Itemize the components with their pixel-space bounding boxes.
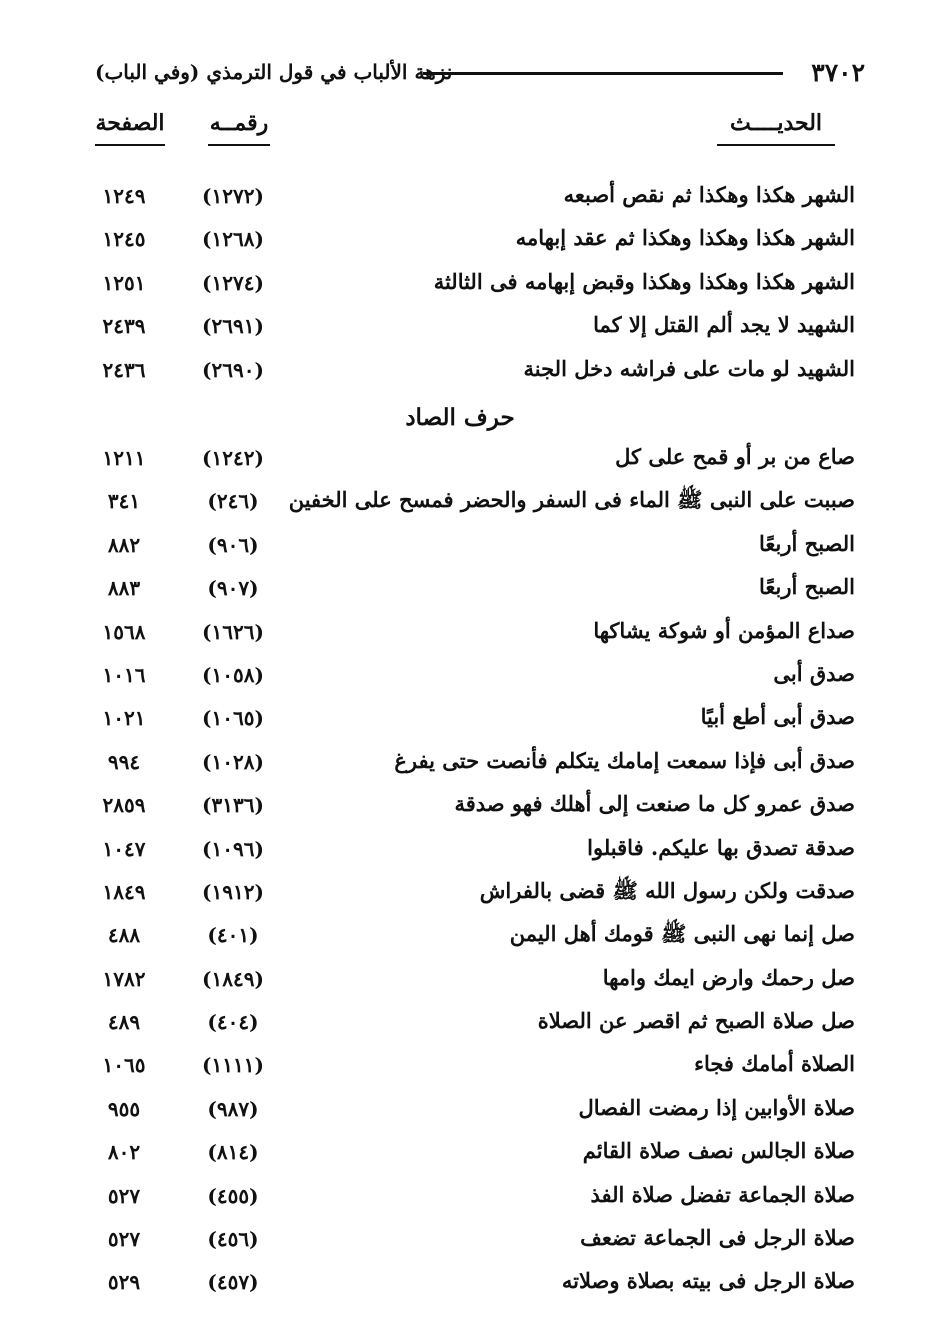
hadith-text: صدق عمرو كل ما صنعت إلى أهلك فهو صدقة (454, 791, 855, 817)
hadith-number: (١٢٦٨) (202, 227, 264, 252)
hadith-text: صلاة الرجل فى الجماعة تضعف (580, 1225, 855, 1251)
hadith-text: صلاة الأوابين إذا رمضت الفصال (578, 1094, 855, 1120)
column-header-underline (717, 144, 835, 146)
index-entry (0, 178, 947, 221)
index-entry (0, 961, 947, 1004)
page-reference: ١٠١٦ (102, 662, 146, 687)
page-reference: ٨٨٣ (107, 576, 141, 601)
page-reference: ١٨٤٩ (102, 879, 146, 904)
hadith-number: (٣١٣٦) (202, 793, 264, 818)
hadith-number: (١٢٧٢) (202, 184, 264, 208)
hadith-number: (١٠٢٨) (202, 749, 264, 774)
hadith-text: صاع من بر أو قمح على كل (615, 444, 855, 469)
column-header-page-label: الصفحة (95, 110, 165, 136)
page-reference: ١٠٢١ (102, 706, 146, 731)
running-head (95, 58, 865, 92)
page-reference: ٤٨٩ (107, 1010, 141, 1035)
page-reference: ٩٩٤ (107, 749, 141, 774)
page-reference: ١٠٤٧ (102, 836, 146, 861)
hadith-number: (٩٠٧) (207, 576, 259, 601)
hadith-text: الصلاة أمامك فجاء (694, 1051, 855, 1077)
hadith-number: (٩٨٧) (207, 1096, 259, 1121)
page-reference: ٢٨٥٩ (102, 793, 146, 818)
index-entry (0, 700, 947, 743)
hadith-number: (٨١٤) (207, 1140, 259, 1165)
hadith-text: صل إنما نهى النبى ﷺ قومك أهل اليمن (509, 921, 855, 947)
hadith-number: (٤٥٥) (207, 1183, 259, 1208)
hadith-text: صلاة الرجل فى بيته بصلاة وصلاته (561, 1268, 855, 1294)
hadith-text: صداع المؤمن أو شوكة يشاكها (593, 617, 855, 643)
hadith-number: (١٠٦٥) (202, 706, 264, 731)
hadith-text: الشهيد لا يجد ألم القتل إلا كما (593, 312, 855, 338)
hadith-text: صلاة الجماعة تفضل صلاة الفذ (590, 1181, 855, 1207)
index-entry (0, 1004, 947, 1047)
page-reference: ١٢٤٥ (102, 227, 146, 252)
column-header-page (95, 110, 165, 136)
index-entry (0, 352, 947, 395)
column-header-number (208, 110, 270, 136)
page-reference: ٨٨٢ (107, 532, 141, 557)
page-reference: ١٢١١ (102, 446, 146, 470)
index-entry (0, 265, 947, 308)
page-reference: ١٢٤٩ (102, 184, 146, 208)
index-entry (0, 221, 947, 264)
page-number: ٣٧٠٢ (811, 58, 865, 87)
header-rule (423, 72, 783, 75)
hadith-text: الشهر هكذا وهكذا ثم نقص أصبعه (563, 182, 855, 207)
hadith-number: (٤٥٦) (207, 1227, 259, 1252)
hadith-number: (٤٥٧) (207, 1270, 259, 1295)
hadith-number: (١١١١) (202, 1053, 264, 1078)
page-reference: ٩٥٥ (107, 1096, 141, 1121)
hadith-number: (٢٦٩١) (202, 314, 264, 339)
page-reference: ٢٤٣٩ (102, 314, 146, 339)
page-reference: ٣٤١ (107, 489, 141, 514)
page-reference: ٨٠٢ (107, 1140, 141, 1165)
hadith-text: صببت على النبى ﷺ الماء فى السفر والحضر فمسح على الخفين (288, 487, 855, 513)
column-header-number-label: رقمــه (209, 110, 269, 136)
page-reference: ٢٤٣٦ (102, 357, 146, 382)
hadith-text: صدقت ولكن رسول الله ﷺ قضى بالفراش (479, 877, 855, 903)
hadith-text: الشهر هكذا وهكذا وهكذا ثم عقد إبهامه (515, 225, 855, 251)
hadith-number: (١٢٤٢) (202, 446, 264, 470)
hadith-number: (١٦٢٦) (202, 619, 264, 644)
column-header-hadith (717, 110, 835, 136)
hadith-number: (١٨٤٩) (202, 966, 264, 991)
index-entry (0, 831, 947, 874)
hadith-number: (٤٠١) (207, 923, 259, 948)
column-header-underline (208, 144, 270, 146)
hadith-number: (١٠٥٨) (202, 662, 264, 687)
index-entry (0, 1264, 947, 1307)
page-reference: ٤٨٨ (107, 923, 141, 948)
hadith-number: (١٢٧٤) (202, 270, 264, 295)
page-reference: ١٢٥١ (102, 270, 146, 295)
index-entry (0, 1221, 947, 1264)
index-entry (0, 1134, 947, 1177)
index-entry (0, 614, 947, 657)
hadith-number: (١٩١٢) (202, 879, 264, 904)
hadith-number: (٩٠٦) (207, 532, 259, 557)
index-entry (0, 1047, 947, 1090)
hadith-text: الشهر هكذا وهكذا وهكذا وقبض إبهامه فى الثالثة (433, 268, 855, 294)
hadith-number: (٢٤٦) (207, 489, 259, 514)
index-entry (0, 874, 947, 917)
column-header-underline (95, 144, 165, 146)
index-entry (0, 308, 947, 351)
page-reference: ٥٢٧ (107, 1227, 141, 1252)
index-entry (0, 483, 947, 526)
hadith-text: الصبح أربعًا (759, 530, 855, 556)
hadith-text: صل رحمك وارض ايمك وامها (602, 964, 855, 990)
index-entry (0, 1091, 947, 1134)
hadith-text: صدق أبى أطع أبيًا (700, 704, 855, 730)
hadith-text: الشهيد لو مات على فراشه دخل الجنة (523, 355, 855, 381)
hadith-text: صدق أبى (773, 660, 855, 686)
index-entry (0, 1178, 947, 1221)
index-entry (0, 527, 947, 570)
index-entries-after (0, 440, 947, 1308)
index-entry (0, 744, 947, 787)
column-header-hadith-label: الحديــــث (729, 110, 823, 136)
index-entry (0, 570, 947, 613)
index-entry (0, 440, 947, 483)
hadith-number: (٢٦٩٠) (202, 357, 264, 382)
hadith-text: صدق أبى فإذا سمعت إمامك يتكلم فأنصت حتى يفرغ (394, 747, 855, 773)
index-entry (0, 657, 947, 700)
index-entry (0, 787, 947, 830)
hadith-text: الصبح أربعًا (759, 574, 855, 600)
page-reference: ١٠٦٥ (102, 1053, 146, 1078)
hadith-text: صلاة الجالس نصف صلاة القائم (582, 1138, 855, 1164)
page-reference: ٥٢٩ (107, 1270, 141, 1295)
hadith-number: (١٠٩٦) (202, 836, 264, 861)
page-reference: ١٥٦٨ (102, 619, 146, 644)
page-reference: ٥٢٧ (107, 1183, 141, 1208)
section-heading: حرف الصاد (405, 404, 515, 431)
hadith-text: صل صلاة الصبح ثم اقصر عن الصلاة (537, 1008, 855, 1034)
page-reference: ١٧٨٢ (102, 966, 146, 991)
hadith-number: (٤٠٤) (207, 1010, 259, 1035)
hadith-text: صدقة تصدق بها عليكم. فاقبلوا (587, 834, 855, 860)
index-entry (0, 917, 947, 960)
index-entries-before (0, 178, 947, 395)
book-title: نزهة الألباب في قول الترمذي (وفي الباب) (95, 60, 453, 84)
